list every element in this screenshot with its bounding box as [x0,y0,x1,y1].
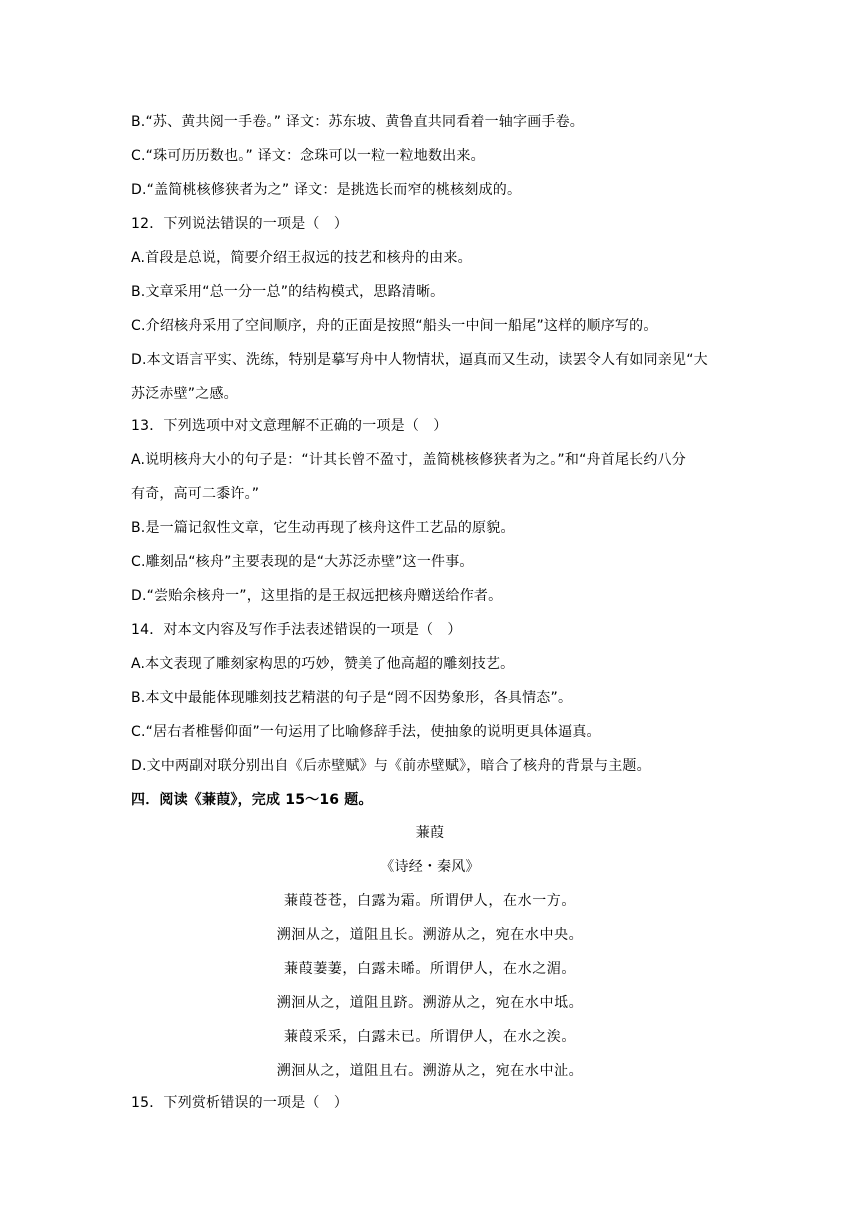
q13-option-d: D.“尝贻余核舟一”，这里指的是王叔远把核舟赠送给作者。 [131,588,503,604]
section-heading: 四．阅读《蒹葭》，完成 15～16 题。 [131,792,373,808]
q12-option-a: A.首段是总说，简要介绍王叔远的技艺和核舟的由来。 [131,250,472,266]
q14-option-c: C.“居右者椎髻仰面”一句运用了比喻修辞手法，使抽象的说明更具体逼真。 [131,724,601,740]
option-d-translation: D.“盖简桃核修狭者为之” 译文：是挑选长而窄的桃核刻成的。 [131,182,522,198]
question-14: 14．对本文内容及写作手法表述错误的一项是（ ） [131,622,462,638]
poem-verse: 蒹葭苍苍，白露为霜。所谓伊人，在水一方。 [284,893,576,909]
poem-title: 蒹葭 [415,825,445,841]
q14-option-a: A.本文表现了雕刻家构思的巧妙，赞美了他高超的雕刻技艺。 [131,656,515,672]
question-13: 13．下列选项中对文意理解不正确的一项是（ ） [131,418,448,434]
question-12: 12．下列说法错误的一项是（ ） [131,216,349,232]
q14-option-b: B.本文中最能体现雕刻技艺精湛的句子是“罔不因势象形，各具情态”。 [131,690,573,706]
poem-source: 《诗经・秦风》 [380,859,480,875]
q12-option-d-cont: 苏泛赤壁”之感。 [131,386,238,402]
q12-option-c: C.介绍核舟采用了空间顺序，舟的正面是按照“船头一中间一船尾”这样的顺序写的。 [131,318,658,334]
q13-option-a-cont: 有奇，高可二黍许。” [131,486,260,502]
option-b-translation: B.“苏、黄共阅一手卷。” 译文：苏东坡、黄鲁直共同看着一轴字画手卷。 [131,114,585,130]
poem-verse: 蒹葭采采，白露未已。所谓伊人，在水之涘。 [284,1029,576,1045]
poem-verse: 溯洄从之，道阻且跻。溯游从之，宛在水中坻。 [276,995,584,1011]
q14-option-d: D.文中两副对联分别出自《后赤壁赋》与《前赤壁赋》，暗合了核舟的背景与主题。 [131,758,651,774]
q13-option-b: B.是一篇记叙性文章，它生动再现了核舟这件工艺品的原貌。 [131,520,515,536]
question-15: 15．下列赏析错误的一项是（ ） [131,1095,349,1111]
poem-verse: 溯洄从之，道阻且右。溯游从之，宛在水中沚。 [276,1063,584,1079]
poem-verse: 溯洄从之，道阻且长。溯游从之，宛在水中央。 [276,927,584,943]
poem-verse: 蒹葭萋萋，白露未晞。所谓伊人，在水之湄。 [284,961,576,977]
q12-option-b: B.文章采用“总一分一总”的结构模式，思路清晰。 [131,284,445,300]
q13-option-a: A.说明核舟大小的句子是：“计其长曾不盈寸，盖简桃核修狭者为之。”和“舟首尾长约八分 [131,452,686,468]
q12-option-d: D.本文语言平实、洗练，特别是摹写舟中人物情状，逼真而又生动，读罢令人有如同亲见“大 [131,352,708,368]
q13-option-c: C.雕刻品“核舟”主要表现的是“大苏泛赤壁”这一件事。 [131,554,474,570]
option-c-translation: C.“珠可历历数也。” 译文：念珠可以一粒一粒地数出来。 [131,148,485,164]
